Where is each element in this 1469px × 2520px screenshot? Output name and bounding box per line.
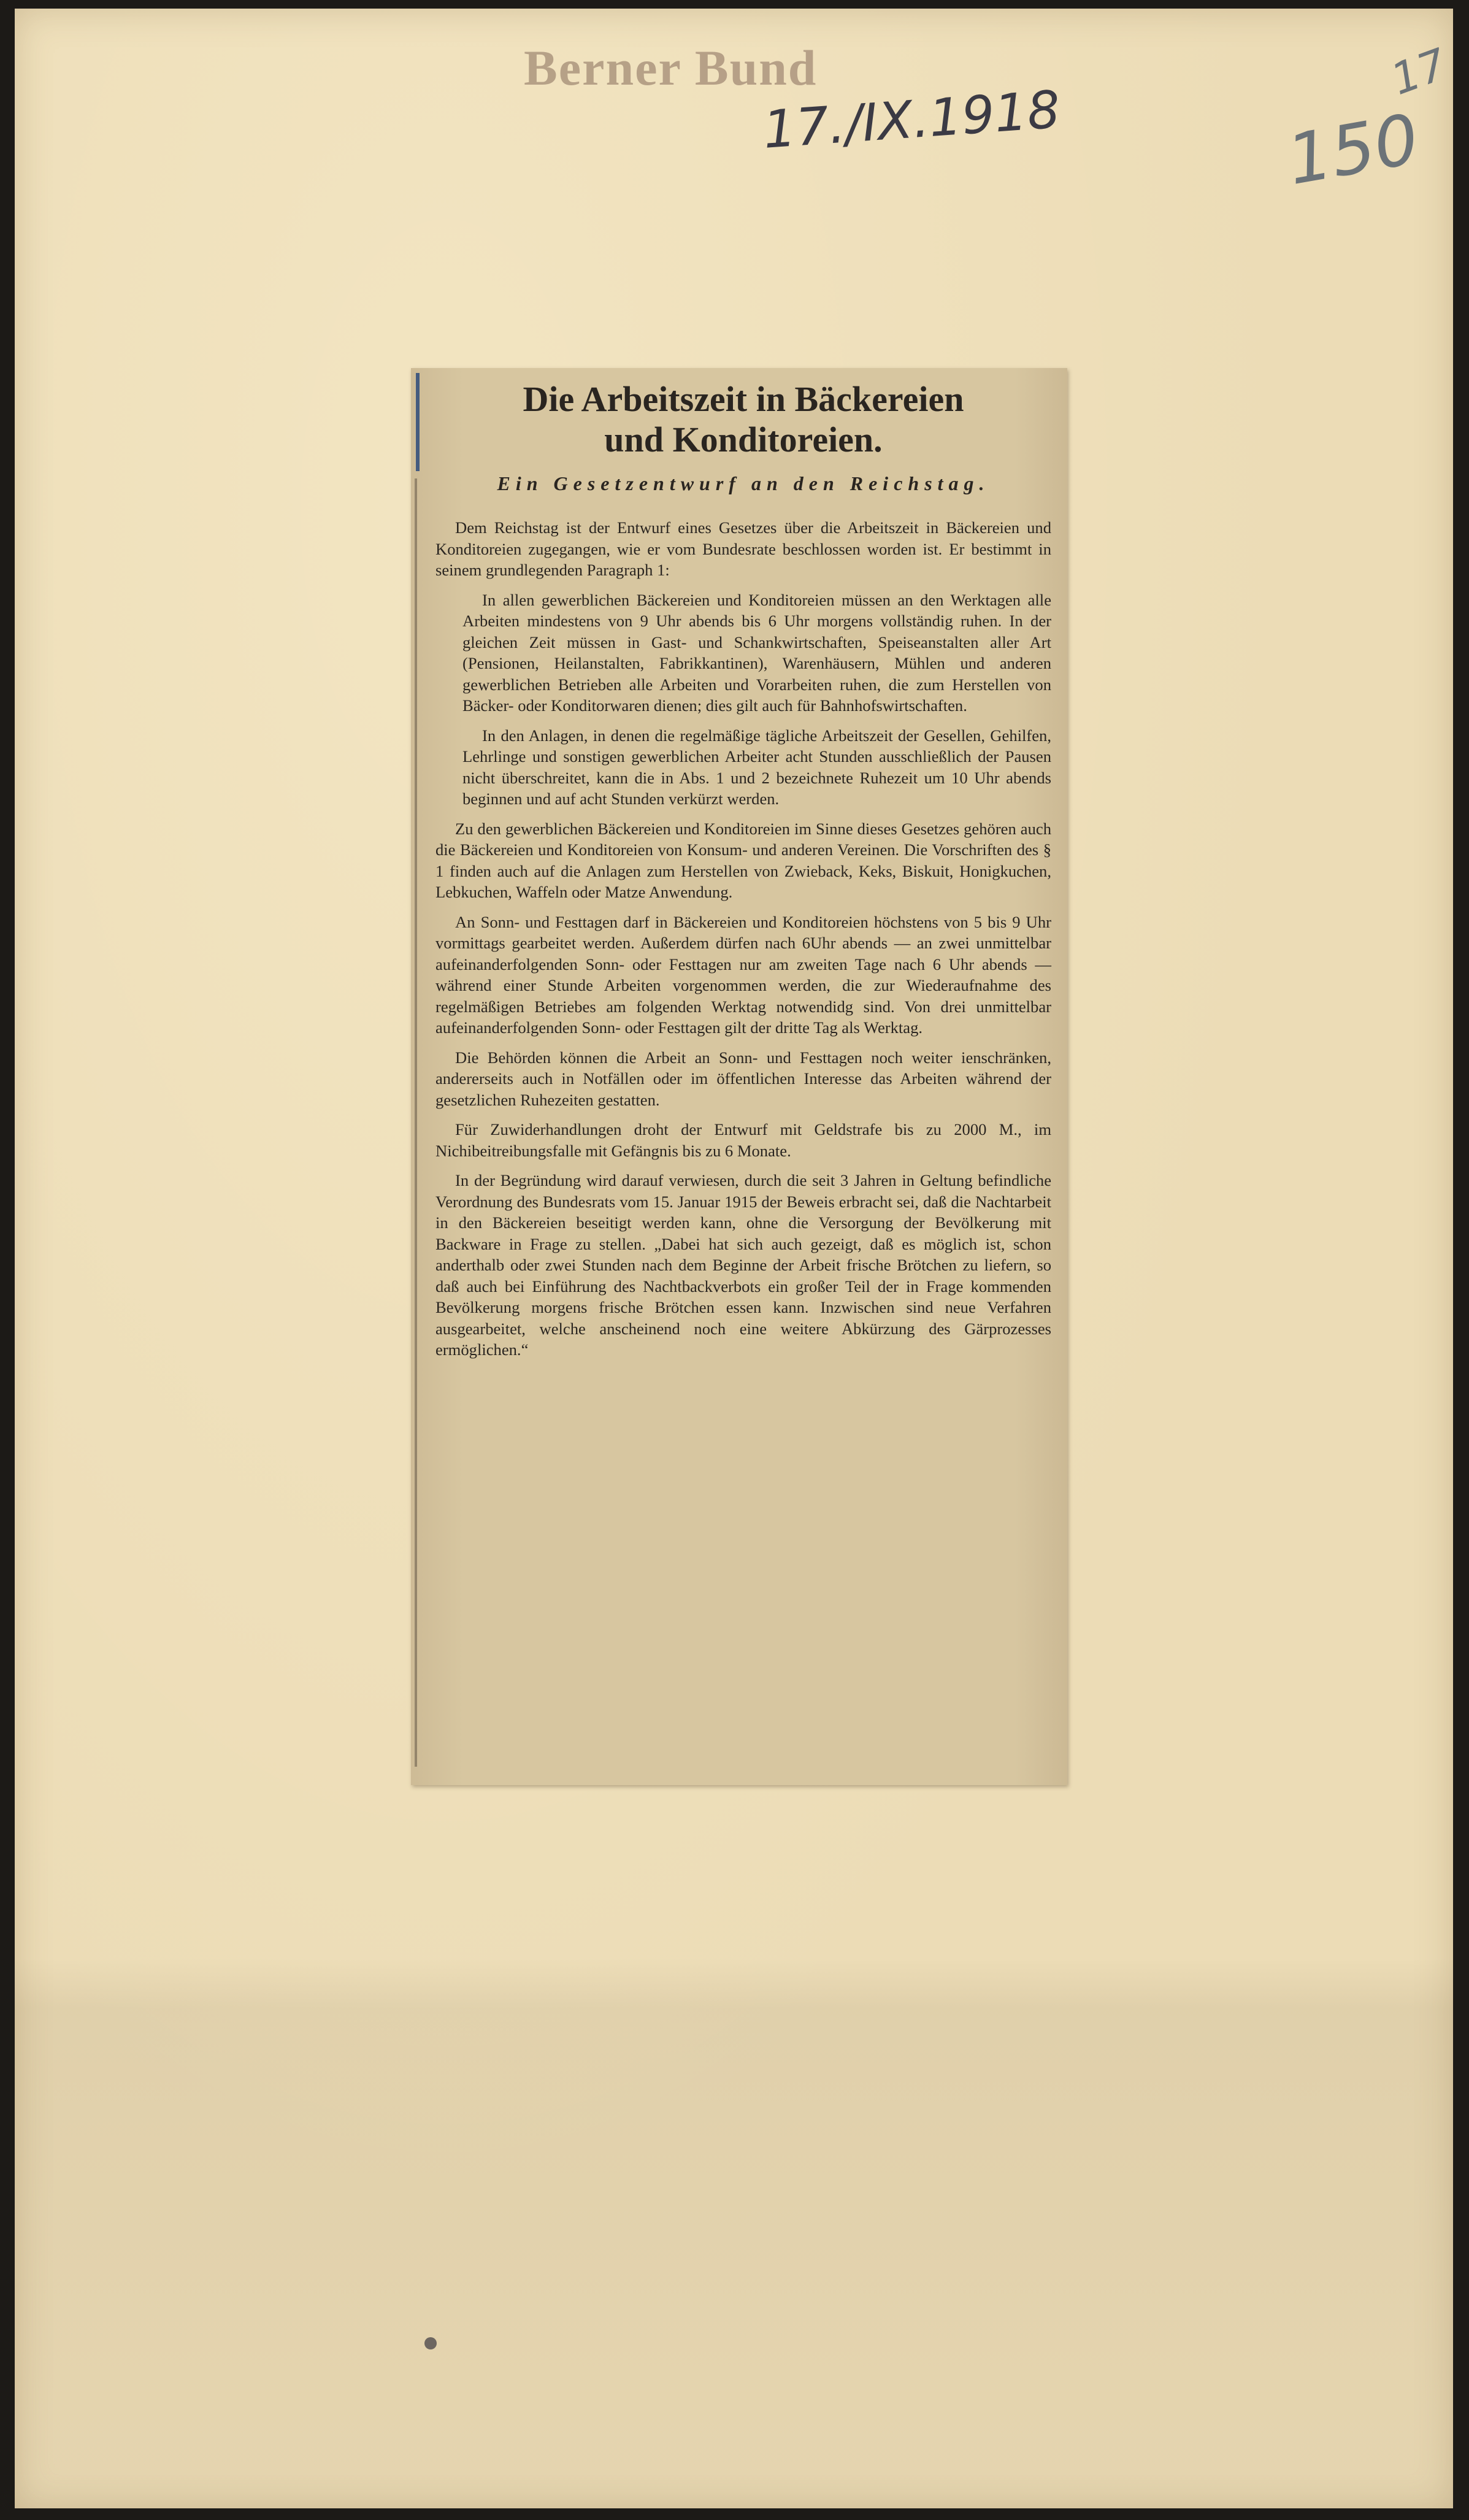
article-paragraph-1: Dem Reichstag ist der Entwurf eines Gesetzes über die Arbeitszeit in Bäckereien und Konditoreien zugegangen, wie er vom Bundesrate beschlossen worden ist. Er bestimmt in seinem grundlegenden Paragraph 1: (435, 518, 1051, 579)
article-paragraph-7: Für Zuwiderhandlungen droht der Entwurf mit Geldstrafe bis zu 2000 M., im Nichibeitreibungsfalle mit Gefängnis bis zu 6 Monate. (435, 1120, 1051, 1160)
clipping-edge-shadow (415, 478, 417, 1767)
blue-pencil-mark (416, 373, 420, 471)
article-paragraph-5: An Sonn- und Festtagen darf in Bäckereien und Konditoreien höchstens von 5 bis 9 Uhr vormittags gearbeitet werden. Außerdem dürfen nach 6Uhr abends — an zwei unmittelbar aufeinanderfolgenden Sonn- oder Festtagen nur am zweiten Tage nach 6 Uhr abends — während einer Stunde Arbeiten vorgenommen werden, die zur Wiederaufnahme des regelmäßigen Betriebes am folgenden Werktag notwendidg sind. Von drei unmittelbar aufeinanderfolgenden Sonn- oder Festtagen gilt der dritte Tag als Werktag. (435, 912, 1051, 1037)
article-paragraph-2: In allen gewerblichen Bäckereien und Konditoreien müssen an den Werktagen alle Arbeiten mindestens von 9 Uhr abends bis 6 Uhr morgens vollständig ruhen. In der gleichen Zeit müssen in Gast- und Schankwirtschaften, Speiseanstalten aller Art (Pensionen, Heilanstalten, Fabrikkantinen), Warenhäusern, Mühlen und anderen gewerblichen Betrieben alle Arbeiten und Vorarbeiten ruhen, die zum Herstellen von Bäcker- oder Konditorwaren dienen; dies gilt auch für Bahnhofswirtschaften. (462, 590, 1051, 715)
article-paragraph-4: Zu den gewerblichen Bäckereien und Konditoreien im Sinne dieses Gesetzes gehören auch die Bäckereien und Konditoreien von Konsum- und anderen Vereinen. Die Vorschriften des § 1 finden auch auf die Anlagen zum Herstellen von Zwieback, Keks, Biskuit, Honigkuchen, Lebkuchen, Waffeln oder Matze Anwendung. (435, 819, 1051, 901)
newspaper-stamp: Berner Bund (524, 40, 818, 96)
headline-line-2: und Konditoreien. (604, 420, 883, 459)
punch-dot (424, 2337, 437, 2349)
newspaper-clipping (411, 368, 1067, 1785)
article-paragraph-6: Die Behörden können die Arbeit an Sonn- und Festtagen noch weiter ienschränken, andererseits auch in Notfällen oder im öffentlichen Interesse das Arbeiten während der gesetzlichen Ruhezeiten gestatten. (435, 1048, 1051, 1109)
handwritten-date: 17./IX.1918 (761, 79, 1062, 160)
article-paragraph-3: In den Anlagen, in denen die regelmäßige tägliche Arbeitszeit der Gesellen, Gehilfen, Lehrlinge und sonstigen gewerblichen Arbeiter acht Stunden ausschließlich der Pausen nicht überschreitet, kann die in Abs. 1 und 2 bezeichnete Ruhezeit um 10 Uhr abends beginnen und auf acht Stunden verkürzt werden. (462, 726, 1051, 808)
headline-line-1: Die Arbeitszeit in Bäckereien (523, 379, 964, 419)
folio-number: 150 (1281, 99, 1425, 201)
article-paragraph-8: In der Begründung wird darauf verwiesen, durch die seit 3 Jahren in Geltung befindliche Verordnung des Bundesrats vom 15. Januar 1915 der Beweis erbracht sei, daß die Nachtarbeit in den Bäckereien beseitigt werden kann, ohne die Versorgung der Bevölkerung mit Backware in Frage zu stellen. „Dabei hat sich auch gezeigt, daß es möglich ist, schon anderthalb oder zwei Stunden nach dem Beginne der Arbeit frische Brötchen zu liefern, so daß auch bei Einführung des Nachtbackverbots ein großer Teil der in Frage kommenden Bevölkerung morgens frische Brötchen essen kann. Inzwischen sind neue Verfahren ausgearbeitet, welche anscheinend noch eine weitere Abkürzung des Gärprozesses ermöglichen.“ (435, 1171, 1051, 1359)
article-headline (435, 379, 1051, 460)
article-subheadline: Ein Gesetzentwurf an den Reichstag. (497, 472, 990, 494)
corner-mark: 17 (1384, 39, 1454, 105)
